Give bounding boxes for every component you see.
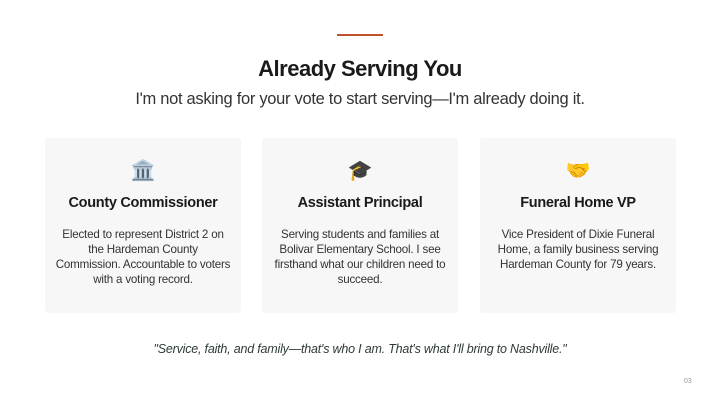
handshake-icon: 🤝 (565, 160, 591, 182)
page-number: 03 (684, 378, 692, 385)
card-title: Assistant Principal (297, 195, 423, 211)
card-title: Funeral Home VP (520, 195, 636, 211)
card-description: Vice President of Dixie Funeral Home, a family business serving Hardeman County for 79 years. (497, 228, 659, 271)
classical-building-icon: 🏛️ (130, 160, 156, 182)
page-title: Already Serving You (258, 56, 462, 81)
closing-quote: "Service, faith, and family—that's who I am. That's what I'll bring to Nashville." (153, 342, 567, 356)
card-county-commissioner (45, 138, 241, 313)
card-description: Serving students and families at Bolivar Elementary School. I see firsthand what our children need to succeed. (274, 228, 446, 286)
card-title: County Commissioner (68, 195, 218, 211)
card-funeral-home-vp (480, 138, 676, 313)
card-description: Elected to represent District 2 on the Hardeman County Commission. Accountable to voters with a voting record. (55, 228, 231, 286)
accent-divider (337, 34, 383, 36)
graduation-cap-icon: 🎓 (347, 160, 373, 182)
page-subtitle: I'm not asking for your vote to start serving—I'm already doing it. (135, 90, 585, 108)
card-assistant-principal (262, 138, 458, 313)
